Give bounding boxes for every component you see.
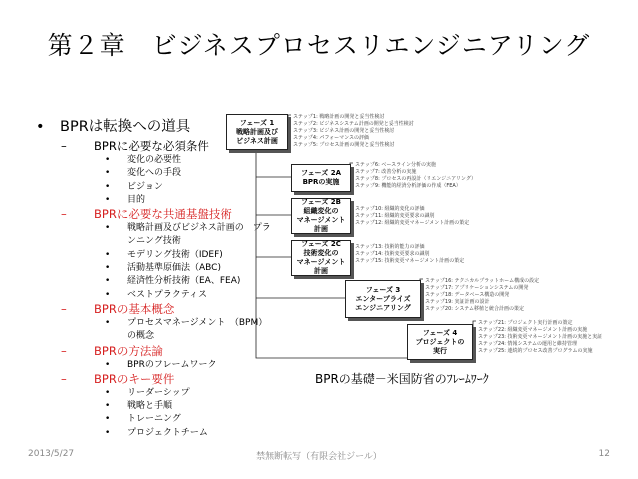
section-heading: – BPRに必要な必須条件 <box>61 139 276 154</box>
phase-steps <box>355 162 476 190</box>
step-line: ステップ9: 機能的経済分析評価の作成（FEA） <box>355 183 461 189</box>
section-item: • プロセスマネージメント （BPM）の概念 <box>105 317 276 344</box>
step-line: ステップ6: ベースライン分析の実施 <box>355 162 436 168</box>
section-item: • プロジェクトチーム <box>105 427 276 440</box>
step-line: ステップ7: 改善分析の実施 <box>355 169 417 175</box>
phase-connector <box>288 115 291 149</box>
phase-steps <box>355 244 464 265</box>
step-line: ステップ1: 戦略計画の開発と妥当性検討 <box>293 114 385 120</box>
section-item: • 経済性分析技術（EA、FEA) <box>105 275 276 288</box>
step-line: ステップ2: ビジネスシステム計画の開発と妥当性検討 <box>293 121 414 127</box>
section-item: • 変化の必要性 <box>105 154 276 167</box>
step-line: ステップ22: 組織変更マネージメント計画の実施 <box>478 327 588 333</box>
phase-steps <box>425 278 539 313</box>
step-line: ステップ13: 技術的能力の評価 <box>355 244 425 250</box>
main-bullet: • BPRは転換への道具 <box>36 118 276 137</box>
section-item: • BPRのフレームワーク <box>105 359 276 372</box>
phase-steps <box>478 320 602 355</box>
section-heading: – BPRの方法論 <box>61 344 276 359</box>
section-item: • ベストプラクティス <box>105 289 276 302</box>
section-item: • 戦略と手順 <box>105 400 276 413</box>
step-line: ステップ10: 組織的変化の評価 <box>355 206 425 212</box>
phase-box: フェーズ 2C 技術変化の マネージメント 計画 <box>291 240 351 276</box>
step-line: ステップ21: プロジェクト実行計画の策定 <box>478 320 573 326</box>
section-item: • モデリング技術（IDEF) <box>105 249 276 262</box>
section-item: • 変化への手段 <box>105 167 276 180</box>
step-line: ステップ20: システム移植と統合計画の策定 <box>425 306 525 312</box>
section-heading: – BPRに必要な共通基盤技術 <box>61 207 276 222</box>
step-line: ステップ24: 情報システムの運用と維持管理 <box>478 341 578 347</box>
phase-steps <box>293 114 414 149</box>
phase-box: フェーズ 4 プロジェクトの 実行 <box>407 324 473 360</box>
step-line: ステップ19: 実証計画の設計 <box>425 299 490 305</box>
step-line: ステップ15: 技術変更マネージメント計画の策定 <box>355 258 465 264</box>
step-line: ステップ12: 組織的変更マネージメント計画の策定 <box>355 220 470 226</box>
step-line: ステップ4: パフォーマンスの評価 <box>293 135 369 141</box>
footer-copyright: 禁無断転写（有限会社ジール） <box>256 452 382 462</box>
section-item: • リーダーシップ <box>105 387 276 400</box>
step-line: ステップ14: 技術変更要求の識別 <box>355 251 430 257</box>
phase-connector <box>473 321 476 355</box>
section-item: • 活動基準原価法（ABC) <box>105 262 276 275</box>
phase-box: フェーズ 3 エンタープライズ エンジニアリング <box>345 280 421 318</box>
phase-box: フェーズ 1 戦略計画及び ビジネス計画 <box>226 114 288 150</box>
footer-date: 2013/5/27 <box>28 449 75 459</box>
step-line: ステップ11: 組織的変更要求の識別 <box>355 213 435 219</box>
step-line: ステップ23: 技術変更マネージメント計画の実施と実証 <box>478 334 603 340</box>
footer-page-number: 12 <box>598 449 610 459</box>
step-line: ステップ5: プロセス計画の開発と妥当性検討 <box>293 142 395 148</box>
phase-box: フェーズ 2B 組織変化の マネージメント 計画 <box>291 198 351 234</box>
slide-title: 第２章 ビジネスプロセスリエンジニアリング <box>47 31 591 60</box>
section-item: • 戦略計画及びビジネス計画の プランニング技術 <box>105 222 276 249</box>
section-item: • トレーニング <box>105 413 276 426</box>
section-item: • ビジョン <box>105 181 276 194</box>
step-line: ステップ18: データベース構造の開発 <box>425 292 510 298</box>
section-heading: – BPRの基本概念 <box>61 302 276 317</box>
bpr-framework-diagram <box>223 112 615 366</box>
step-line: ステップ25: 連続的プロセス改善プログラムの実施 <box>478 348 593 354</box>
phase-box: フェーズ 2A BPRの実施 <box>291 164 351 192</box>
diagram-caption: BPRの基礎－米国防省のﾌﾚｰﾑﾜｰｸ <box>315 372 489 386</box>
phase-steps <box>355 206 469 227</box>
step-line: ステップ3: ビジネス計画の開発と妥当性検討 <box>293 128 395 134</box>
step-line: ステップ8: プロセスの再設計（リエンジニアリング） <box>355 176 476 182</box>
section-item: • 目的 <box>105 194 276 207</box>
step-line: ステップ17: アプリケーションシステムの開発 <box>425 285 529 291</box>
section-heading: – BPRのキー要件 <box>61 372 276 387</box>
step-line: ステップ16: テクニカルプラットホーム構成の設定 <box>425 278 540 284</box>
